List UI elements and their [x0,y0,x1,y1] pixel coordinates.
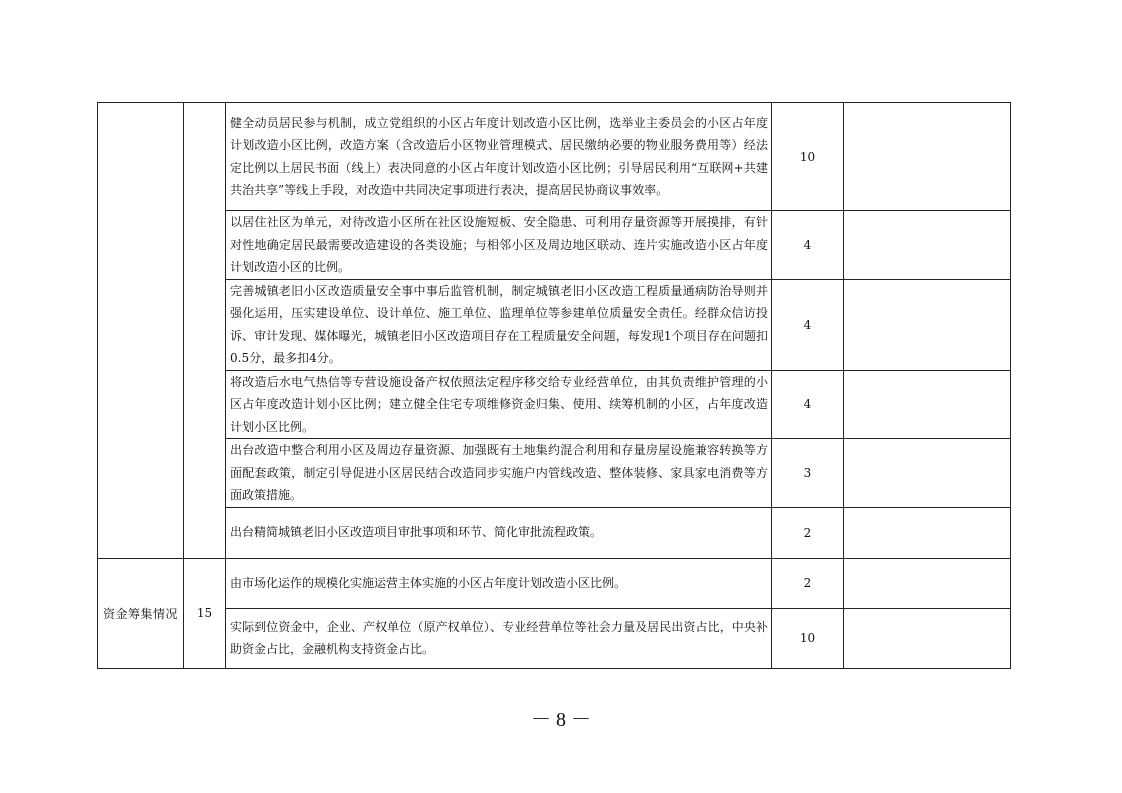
criterion-text: 出台精简城镇老旧小区改造项目审批事项和环节、简化审批流程政策。 [226,507,772,558]
table-row [98,608,1011,668]
remarks-cell [844,211,1011,280]
table-row [98,439,1011,508]
criterion-text: 将改造后水电气热信等专营设施设备产权依照法定程序移交给专业经营单位，由其负责维护管理的小区占年度改造计划小区比例；建立健全住宅专项维修资金归集、使用、续筹机制的小区，占年度改造计划小区比例。 [226,370,772,439]
score-cell: 10 [772,103,844,211]
criterion-text: 由市场化运作的规模化实施运营主体实施的小区占年度计划改造小区比例。 [226,558,772,608]
table-row [98,370,1011,439]
table-row [98,279,1011,370]
remarks-cell [844,103,1011,211]
table-row [98,211,1011,280]
criterion-text: 健全动员居民参与机制，成立党组织的小区占年度计划改造小区比例，选举业主委员会的小区占年度计划改造小区比例，改造方案（含改造后小区物业管理模式、居民缴纳必要的物业服务费用等）经法定比例以上居民书面（线上）表决同意的小区占年度计划改造小区比例；引导居民利用“互联网+共建共治共享”等线上手段，对改造中共同决定事项进行表决，提高居民协商议事效率。 [226,103,772,211]
remarks-cell [844,558,1011,608]
table-row [98,507,1011,558]
criterion-text: 以居住社区为单元，对待改造小区所在社区设施短板、安全隐患、可利用存量资源等开展摸排，有针对性地确定居民最需要改造建设的各类设施；与相邻小区及周边地区联动、连片实施改造小区占年度计划改造小区的比例。 [226,211,772,280]
remarks-cell [844,507,1011,558]
score-cell: 4 [772,370,844,439]
remarks-cell [844,370,1011,439]
score-cell: 10 [772,608,844,668]
weight-cell: 15 [184,558,226,668]
remarks-cell [844,608,1011,668]
evaluation-table [97,102,1011,669]
score-cell: 4 [772,279,844,370]
criterion-text: 完善城镇老旧小区改造质量安全事中事后监管机制，制定城镇老旧小区改造工程质量通病防治导则并强化运用，压实建设单位、设计单位、施工单位、监理单位等参建单位质量安全责任。经群众信访投诉、审计发现、媒体曝光，城镇老旧小区改造项目存在工程质量安全问题，每发现1个项目存在问题扣 0.5分，最多扣4分。 [226,279,772,370]
criterion-text: 出台改造中整合利用小区及周边存量资源、加强既有土地集约混合利用和存量房屋设施兼容转换等方面配套政策，制定引导促进小区居民结合改造同步实施户内管线改造、整体装修、家具家电消费等方面政策措施。 [226,439,772,508]
table-row [98,558,1011,608]
score-cell: 3 [772,439,844,508]
category-cell-empty [98,103,184,559]
table-row [98,103,1011,211]
score-cell: 2 [772,507,844,558]
weight-cell-empty [184,103,226,559]
remarks-cell [844,439,1011,508]
page-number: － 8 － [531,709,591,731]
score-cell: 2 [772,558,844,608]
category-cell: 资金筹集情况 [98,558,184,668]
remarks-cell [844,279,1011,370]
criterion-text: 实际到位资金中，企业、产权单位（原产权单位）、专业经营单位等社会力量及居民出资占比，中央补助资金占比，金融机构支持资金占比。 [226,608,772,668]
score-cell: 4 [772,211,844,280]
